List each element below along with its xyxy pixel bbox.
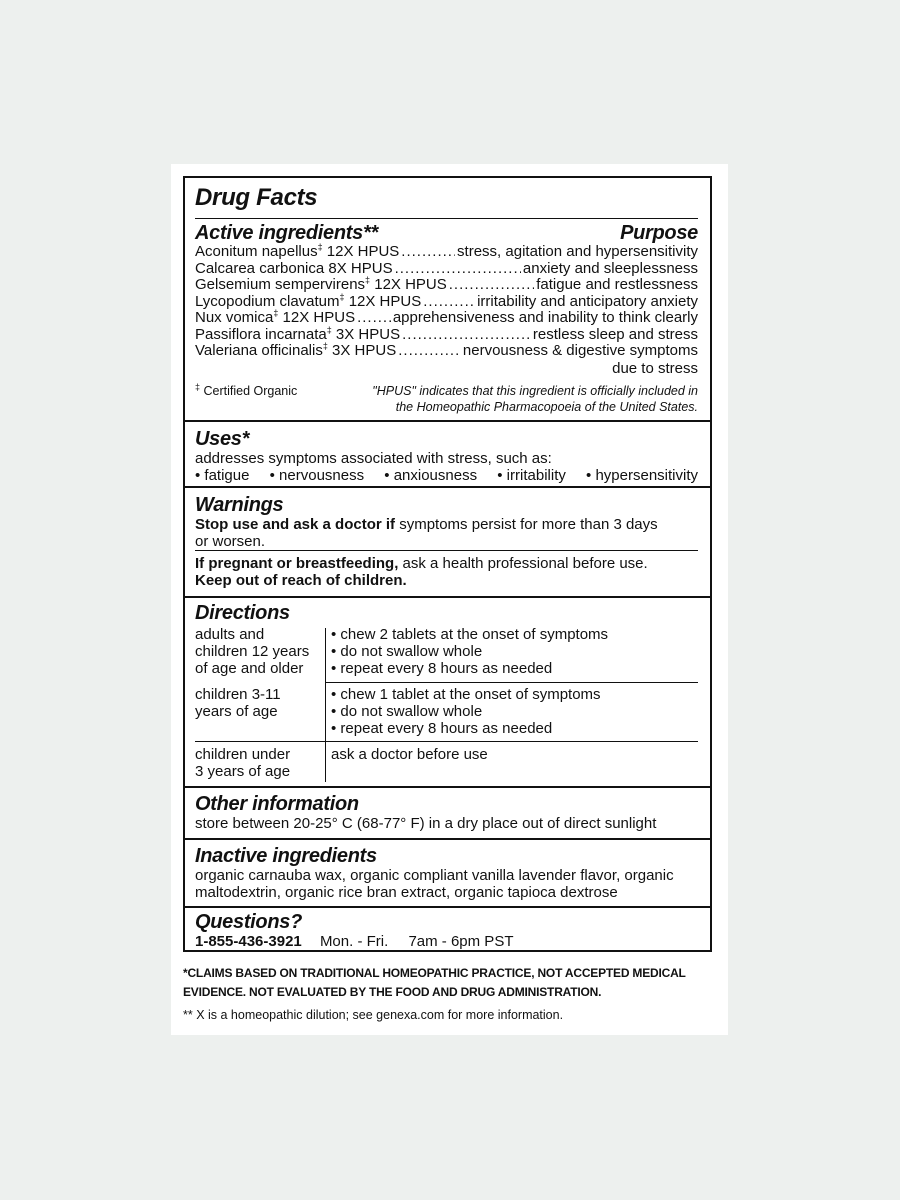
ingredient-row — [195, 277, 698, 294]
ingredient-purpose: stress, agitation and hypersensitivity — [457, 243, 698, 260]
dosage-instructions — [331, 686, 698, 737]
questions-contact — [195, 933, 698, 950]
phone-number: 1-855-436-3921 — [195, 933, 302, 950]
section-divider — [185, 420, 710, 422]
age-group-line: years of age — [195, 703, 278, 720]
dosage-line: • repeat every 8 hours as needed — [331, 660, 553, 677]
ingredient-purpose: fatigue and restlessness — [536, 276, 698, 293]
active-ingredients-heading: Active ingredients** — [195, 222, 378, 244]
use-item: • anxiousness — [384, 467, 478, 484]
ingredient-row — [195, 291, 698, 311]
use-item: • nervousness — [269, 467, 365, 484]
dosage-line: • chew 1 tablet at the onset of symptoms — [331, 686, 601, 703]
uses-intro: addresses symptoms associated with stress, such as: — [195, 450, 552, 467]
contact-hours: 7am - 6pm PST — [408, 933, 514, 950]
stop-use-warning-cont: or worsen. — [195, 533, 266, 550]
section-divider — [185, 596, 710, 598]
dot-leader — [401, 244, 455, 261]
contact-days: Mon. - Fri. — [319, 933, 389, 950]
dilution-note: ** X is a homeopathic dilution; see genexa.com for more information. — [183, 1008, 564, 1022]
use-item: • fatigue — [195, 467, 250, 484]
age-group — [195, 626, 323, 677]
directions-column-divider — [325, 628, 326, 782]
inactive-ingredients-line-2: maltodextrin, organic rice bran extract, organic tapioca dextrose — [195, 884, 618, 901]
dosage-instructions — [331, 626, 698, 677]
active-ingredients-section — [195, 222, 698, 415]
inactive-ingredients-heading: Inactive ingredients — [195, 845, 377, 867]
age-group-line: of age and older — [195, 660, 304, 677]
certified-organic-note: ‡ Certified Organic — [195, 381, 298, 398]
ingredient-name: Lycopodium clavatum‡ 12X HPUS — [195, 291, 422, 310]
ingredient-continuation: due to stress — [612, 359, 698, 377]
section-divider — [185, 906, 710, 908]
ingredient-purpose: restless sleep and stress — [532, 325, 698, 343]
ingredient-row — [195, 310, 698, 327]
age-group-line: children 3-11 — [195, 686, 281, 703]
age-group-line: children 12 years — [195, 643, 310, 660]
age-group-line: children under — [195, 746, 291, 763]
ingredient-list — [195, 244, 698, 360]
ingredient-row — [195, 261, 698, 278]
title-divider — [195, 218, 698, 219]
questions-heading: Questions? — [195, 911, 303, 933]
claims-disclaimer — [183, 964, 716, 1002]
ingredient-name: Gelsemium sempervirens‡ 12X HPUS — [195, 275, 447, 293]
warnings-section — [195, 494, 698, 550]
directions-heading: Directions — [195, 602, 290, 624]
keep-out-of-reach: Keep out of reach of children. — [195, 572, 407, 589]
other-information-section — [195, 793, 698, 832]
ingredient-name: Nux vomica‡ 12X HPUS — [195, 308, 356, 326]
warnings-divider — [195, 550, 698, 551]
pregnancy-warning: If pregnant or breastfeeding, ask a health professional before use. — [195, 555, 648, 572]
other-information-heading: Other information — [195, 793, 359, 815]
hpus-note-line-2: the Homeopathic Pharmacopoeia of the United States. — [395, 399, 698, 414]
use-item: • hypersensitivity — [586, 467, 698, 484]
age-group — [195, 746, 323, 780]
claims-line-2: EVIDENCE. NOT EVALUATED BY THE FOOD AND DRUG ADMINISTRATION. — [183, 985, 602, 999]
directions-table — [195, 626, 698, 786]
dot-leader — [395, 261, 521, 278]
ingredient-row — [195, 324, 698, 344]
use-item: • irritability — [497, 467, 566, 484]
ingredient-name: Calcarea carbonica 8X HPUS — [195, 259, 393, 277]
dosage-instructions — [331, 746, 698, 763]
dosage-line: ask a doctor before use — [331, 746, 488, 763]
ingredient-name: Valeriana officinalis‡ 3X HPUS — [195, 341, 397, 359]
label-sheet — [171, 164, 728, 1035]
uses-list — [195, 467, 698, 484]
dot-leader — [423, 294, 475, 311]
row-divider — [195, 741, 698, 742]
ingredient-name: Aconitum napellus‡ 12X HPUS — [195, 242, 400, 260]
ingredient-purpose: anxiety and sleeplessness — [522, 259, 698, 277]
age-group-line: 3 years of age — [195, 763, 291, 780]
inactive-ingredients-line-1: organic carnauba wax, organic compliant vanilla lavender flavor, organic — [195, 867, 674, 884]
dosage-line: • chew 2 tablets at the onset of symptoms — [331, 626, 609, 643]
stop-use-warning: Stop use and ask a doctor if symptoms persist for more than 3 days — [195, 516, 658, 533]
row-divider — [325, 682, 698, 683]
pregnancy-warning-block — [195, 555, 698, 589]
age-group-line: adults and — [195, 626, 265, 643]
hpus-note-line-1: "HPUS" indicates that this ingredient is officially included in — [372, 383, 698, 398]
ingredient-row — [195, 244, 698, 261]
uses-heading: Uses* — [195, 428, 250, 450]
ingredient-purpose: nervousness & digestive symptoms — [462, 342, 698, 359]
section-divider — [185, 838, 710, 840]
section-divider — [185, 486, 710, 488]
ingredient-purpose: apprehensiveness and inability to think clearly — [392, 309, 698, 326]
section-divider — [185, 786, 710, 788]
dot-leader — [402, 327, 531, 344]
dosage-line: • do not swallow whole — [331, 643, 483, 660]
storage-instructions: store between 20-25° C (68-77° F) in a dry place out of direct sunlight — [195, 815, 657, 832]
age-group — [195, 686, 323, 720]
drug-facts-title: Drug Facts — [195, 184, 318, 211]
dosage-line: • do not swallow whole — [331, 703, 483, 720]
warnings-heading: Warnings — [195, 494, 284, 516]
uses-section — [195, 428, 698, 484]
dosage-line: • repeat every 8 hours as needed — [331, 720, 553, 737]
questions-section — [195, 911, 698, 950]
claims-line-1: *CLAIMS BASED ON TRADITIONAL HOMEOPATHIC PRACTICE, NOT ACCEPTED MEDICAL — [183, 966, 686, 980]
drug-facts-panel — [183, 176, 712, 952]
inactive-ingredients-section — [195, 845, 698, 901]
dot-leader — [357, 310, 391, 327]
purpose-heading: Purpose — [620, 222, 698, 244]
ingredient-name: Passiflora incarnata‡ 3X HPUS — [195, 324, 401, 343]
ingredient-purpose: irritability and anticipatory anxiety — [477, 292, 698, 310]
dot-leader — [398, 343, 461, 360]
ingredient-row — [195, 343, 698, 360]
directions-heading-block — [195, 602, 698, 624]
dot-leader — [449, 277, 534, 294]
